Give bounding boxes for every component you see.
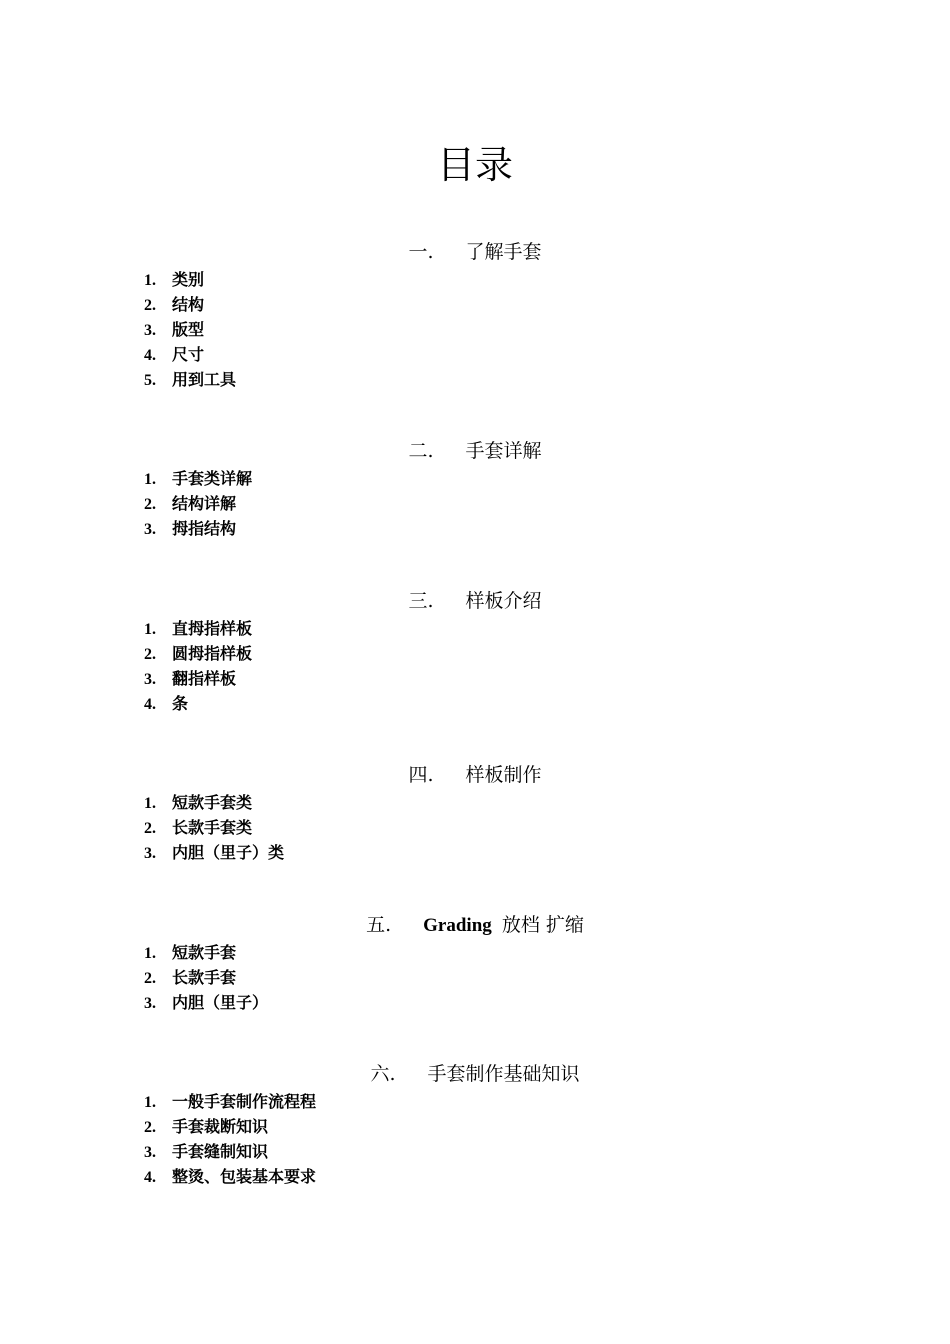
item-number: 2. [144, 297, 156, 314]
list-item [0, 990, 950, 1015]
item-text: 结构详解 [172, 494, 237, 513]
item-text: 短款手套 [172, 943, 237, 962]
list-item [0, 616, 950, 641]
item-number: 3. [144, 521, 156, 538]
item-list [0, 267, 950, 392]
section-heading [0, 760, 950, 790]
item-text: 短款手套类 [172, 793, 253, 812]
item-number: 1. [144, 795, 156, 812]
section-heading [0, 910, 950, 940]
item-number: 3. [144, 845, 156, 862]
list-item [0, 1139, 950, 1164]
toc-section-4 [0, 760, 950, 865]
list-item [0, 292, 950, 317]
section-title: 手套详解 [465, 440, 542, 462]
section-heading [0, 436, 950, 466]
item-number: 4. [144, 696, 156, 713]
list-item [0, 815, 950, 840]
section-heading [0, 237, 950, 267]
toc-section-1 [0, 237, 950, 392]
item-number: 3. [144, 995, 156, 1012]
list-item [0, 641, 950, 666]
item-number: 2. [144, 820, 156, 837]
list-item [0, 1089, 950, 1114]
item-text: 类别 [172, 270, 205, 289]
list-item [0, 317, 950, 342]
list-item [0, 516, 950, 541]
section-number: 一. [408, 241, 434, 263]
item-list [0, 466, 950, 541]
item-text: 长款手套类 [172, 818, 253, 837]
section-number: 二. [408, 440, 434, 462]
list-item [0, 790, 950, 815]
item-text: 结构 [172, 295, 205, 314]
list-item [0, 367, 950, 392]
item-list [0, 940, 950, 1015]
section-heading [0, 1059, 950, 1089]
item-list [0, 790, 950, 865]
section-heading [0, 586, 950, 616]
item-number: 2. [144, 1119, 156, 1136]
list-item [0, 691, 950, 716]
item-text: 拇指结构 [172, 519, 237, 538]
item-number: 1. [144, 471, 156, 488]
item-number: 3. [144, 322, 156, 339]
item-list [0, 1089, 950, 1189]
item-text: 整烫、包装基本要求 [172, 1167, 317, 1186]
item-number: 1. [144, 272, 156, 289]
list-item [0, 840, 950, 865]
list-item [0, 466, 950, 491]
toc-section-2 [0, 436, 950, 541]
section-number: 三. [408, 590, 434, 612]
section-title: 样板制作 [465, 764, 542, 786]
item-number: 3. [144, 671, 156, 688]
list-item [0, 267, 950, 292]
section-number: 六. [370, 1063, 396, 1085]
section-title: 放档 扩缩 [501, 914, 584, 936]
item-text: 手套类详解 [172, 469, 253, 488]
toc-section-3 [0, 586, 950, 716]
item-text: 内胆（里子）类 [172, 843, 285, 862]
section-title: 手套制作基础知识 [427, 1063, 580, 1085]
item-text: 条 [172, 694, 189, 713]
section-title: 了解手套 [465, 241, 542, 263]
item-number: 5. [144, 372, 156, 389]
item-number: 2. [144, 646, 156, 663]
item-number: 3. [144, 1144, 156, 1161]
item-text: 长款手套 [172, 968, 237, 987]
list-item [0, 1164, 950, 1189]
list-item [0, 342, 950, 367]
list-item [0, 965, 950, 990]
toc-section-5 [0, 910, 950, 1015]
item-text: 手套缝制知识 [172, 1142, 269, 1161]
item-text: 翻指样板 [172, 669, 237, 688]
section-title-group [423, 914, 584, 936]
item-number: 2. [144, 970, 156, 987]
item-number: 1. [144, 945, 156, 962]
item-text: 尺寸 [172, 345, 205, 364]
list-item [0, 666, 950, 691]
item-text: 一般手套制作流程程 [172, 1092, 317, 1111]
item-text: 直拇指样板 [172, 619, 253, 638]
item-list [0, 616, 950, 716]
list-item [0, 491, 950, 516]
item-text: 版型 [172, 320, 205, 339]
list-item [0, 940, 950, 965]
item-number: 1. [144, 621, 156, 638]
page-title: 目录 [436, 143, 513, 187]
item-number: 4. [144, 347, 156, 364]
section-number: 五. [366, 914, 392, 936]
item-text: 用到工具 [172, 370, 237, 389]
section-number: 四. [408, 764, 434, 786]
item-text: 内胆（里子） [172, 993, 269, 1012]
item-text: 手套裁断知识 [172, 1117, 269, 1136]
item-number: 1. [144, 1094, 156, 1111]
toc-section-6 [0, 1059, 950, 1189]
section-title: 样板介绍 [465, 590, 542, 612]
item-text: 圆拇指样板 [172, 644, 253, 663]
section-title-en: Grading [423, 915, 492, 936]
item-number: 4. [144, 1169, 156, 1186]
item-number: 2. [144, 496, 156, 513]
list-item [0, 1114, 950, 1139]
